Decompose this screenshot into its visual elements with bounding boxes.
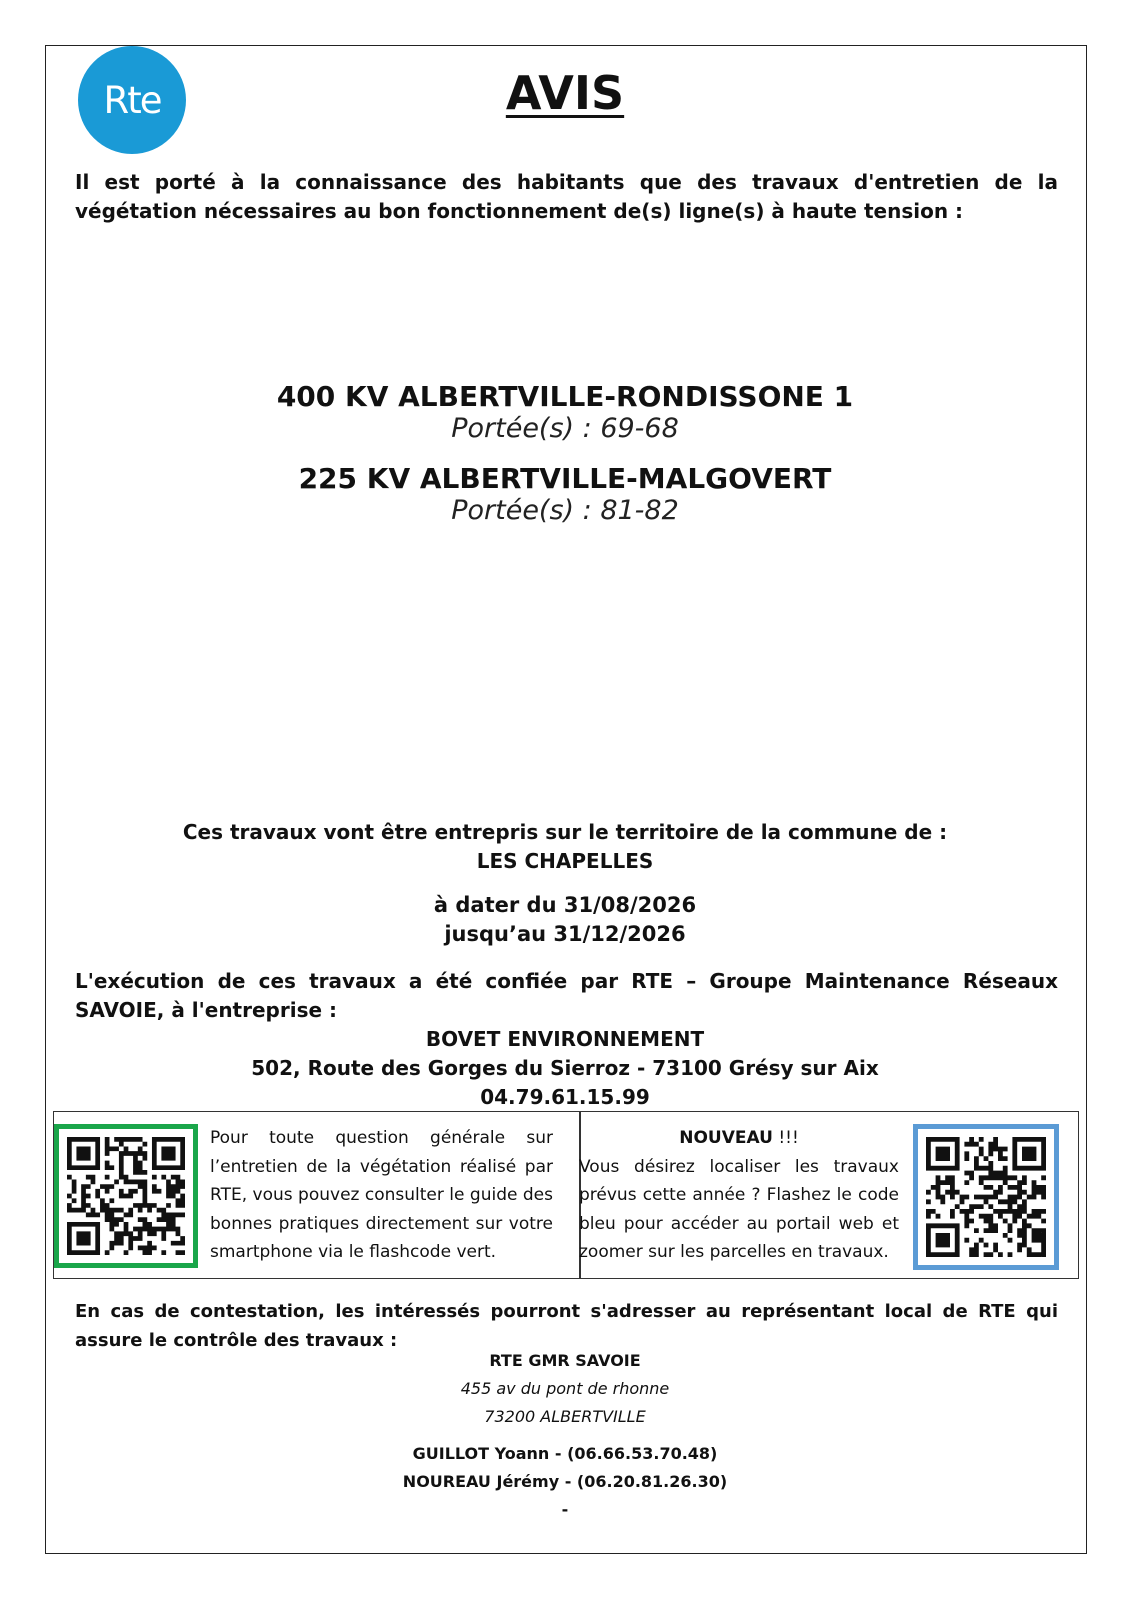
qr-code-green[interactable] (54, 1124, 198, 1268)
qr-code-icon (926, 1137, 1046, 1257)
rte-contact-block (0, 1347, 1130, 1524)
line-block-2 (0, 462, 1130, 526)
nouveau-suffix: !!! (772, 1128, 799, 1148)
portal-description: Vous désirez localiser les travaux prévus cette année ? Flashez le code bleu pour accéder au portail web et zoomer sur les parcelles en travaux. (579, 1156, 899, 1262)
rte-contact-name: RTE GMR SAVOIE (489, 1351, 641, 1370)
rte-contact-person-2: NOUREAU Jérémy - (06.20.81.26.30) (402, 1472, 728, 1491)
line-portee: Portée(s) : 69-68 (451, 413, 679, 444)
line-name: 400 KV ALBERTVILLE-RONDISSONE 1 (276, 380, 854, 413)
dates-block (0, 891, 1130, 949)
rte-contact-person-1: GUILLOT Yoann - (06.66.53.70.48) (412, 1444, 718, 1463)
line-block-1 (0, 380, 1130, 444)
start-date: à dater du 31/08/2026 (433, 893, 697, 917)
commune-name: LES CHAPELLES (476, 849, 654, 873)
page-title (0, 66, 1130, 120)
qr-code-icon (67, 1137, 185, 1255)
contractor-phone: 04.79.61.15.99 (480, 1085, 650, 1109)
contractor-name: BOVET ENVIRONNEMENT (425, 1027, 705, 1051)
logo-text: Rte (103, 78, 161, 122)
nouveau-heading (579, 1124, 899, 1153)
intro-paragraph: Il est porté à la connaissance des habitants que des travaux d'entretien de la végétation nécessaires au bon fonctionnement de(s) ligne(s) à haute tension : (75, 170, 1058, 223)
commune-intro: Ces travaux vont être entrepris sur le territoire de la commune de : (182, 820, 948, 844)
qr-portal-text (579, 1124, 899, 1267)
commune-block (0, 818, 1130, 876)
qr-code-blue[interactable] (913, 1124, 1059, 1270)
contractor-address: 502, Route des Gorges du Sierroz - 73100 Grésy sur Aix (251, 1056, 879, 1080)
rte-contact-address-2: 73200 ALBERTVILLE (484, 1407, 646, 1426)
title-text: AVIS (505, 66, 625, 120)
end-date: jusqu’au 31/12/2026 (444, 922, 686, 946)
nouveau-label: NOUVEAU (679, 1128, 773, 1148)
contractor-block (0, 1025, 1130, 1112)
execution-paragraph: L'exécution de ces travaux a été confiée par RTE – Groupe Maintenance Réseaux SAVOIE, à l'entreprise : (75, 969, 1058, 1022)
contestation-paragraph: En cas de contestation, les intéressés pourront s'adresser au représentant local de RTE qui assure le contrôle des travaux : (75, 1301, 1058, 1351)
line-portee: Portée(s) : 81-82 (451, 495, 679, 526)
rte-contact-address-1: 455 av du pont de rhonne (460, 1379, 670, 1398)
rte-contact-dash: - (561, 1500, 569, 1519)
qr-info-box (53, 1111, 1079, 1279)
line-name: 225 KV ALBERTVILLE-MALGOVERT (298, 462, 832, 495)
qr-guide-text: Pour toute question générale sur l’entretien de la végétation réalisé par RTE, vous pouvez consulter le guide des bonnes pratiques directement sur votre smartphone via le flashcode vert. (210, 1128, 553, 1262)
